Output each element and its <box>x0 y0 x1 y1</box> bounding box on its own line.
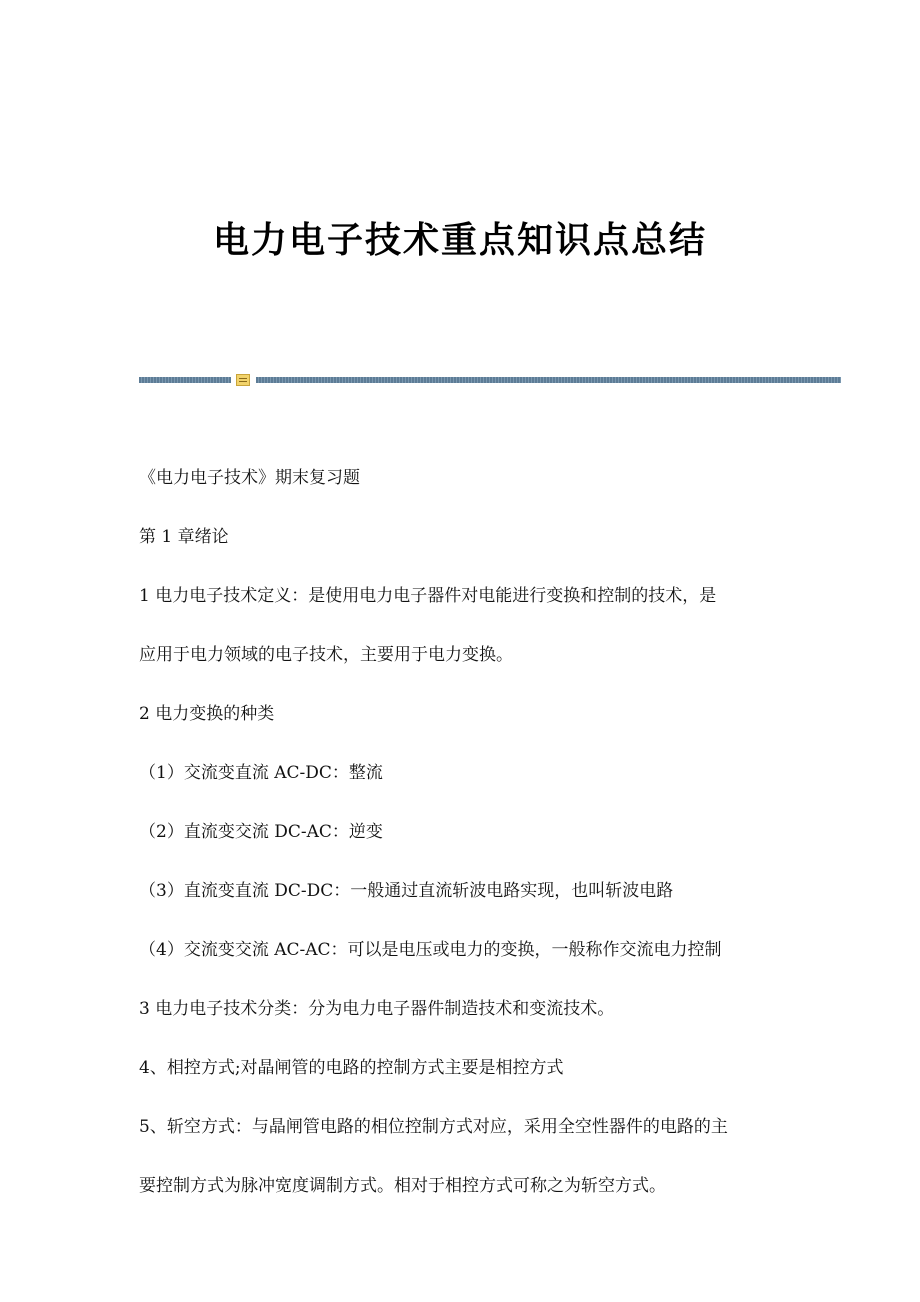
subtitle-line: 《电力电子技术》期末复习题 <box>139 468 360 488</box>
paragraph-line: 5、斩空方式：与晶闸管电路的相位控制方式对应，采用全空性器件的电路的主 <box>139 1117 728 1137</box>
list-item: （3）直流变直流 DC-DC：一般通过直流斩波电路实现，也叫斩波电路 <box>139 881 674 901</box>
paragraph-line: 1 电力电子技术定义：是使用电力电子器件对电能进行变换和控制的技术，是 <box>139 586 717 606</box>
document-body <box>139 464 799 1201</box>
paragraph-line: 3 电力电子技术分类：分为电力电子器件制造技术和变流技术。 <box>139 999 615 1019</box>
divider-bar-left <box>139 377 231 383</box>
list-item: （1）交流变直流 AC-DC：整流 <box>139 763 383 783</box>
page-title: 电力电子技术重点知识点总结 <box>212 220 707 261</box>
title-divider <box>139 374 841 386</box>
list-item: （4）交流变交流 AC-AC：可以是电压或电力的变换，一般称作交流电力控制 <box>139 940 722 960</box>
chapter-heading: 第 1 章绪论 <box>139 527 229 547</box>
paragraph-line: 应用于电力领域的电子技术，主要用于电力变换。 <box>139 645 513 665</box>
divider-ornament-icon <box>236 374 250 386</box>
paragraph-line: 要控制方式为脉冲宽度调制方式。相对于相控方式可称之为斩空方式。 <box>139 1176 666 1196</box>
list-item: （2）直流变交流 DC-AC：逆变 <box>139 822 383 842</box>
paragraph-line: 4、相控方式;对晶闸管的电路的控制方式主要是相控方式 <box>139 1058 564 1078</box>
divider-bar-right <box>256 377 841 383</box>
section-heading: 2 电力变换的种类 <box>139 704 275 724</box>
